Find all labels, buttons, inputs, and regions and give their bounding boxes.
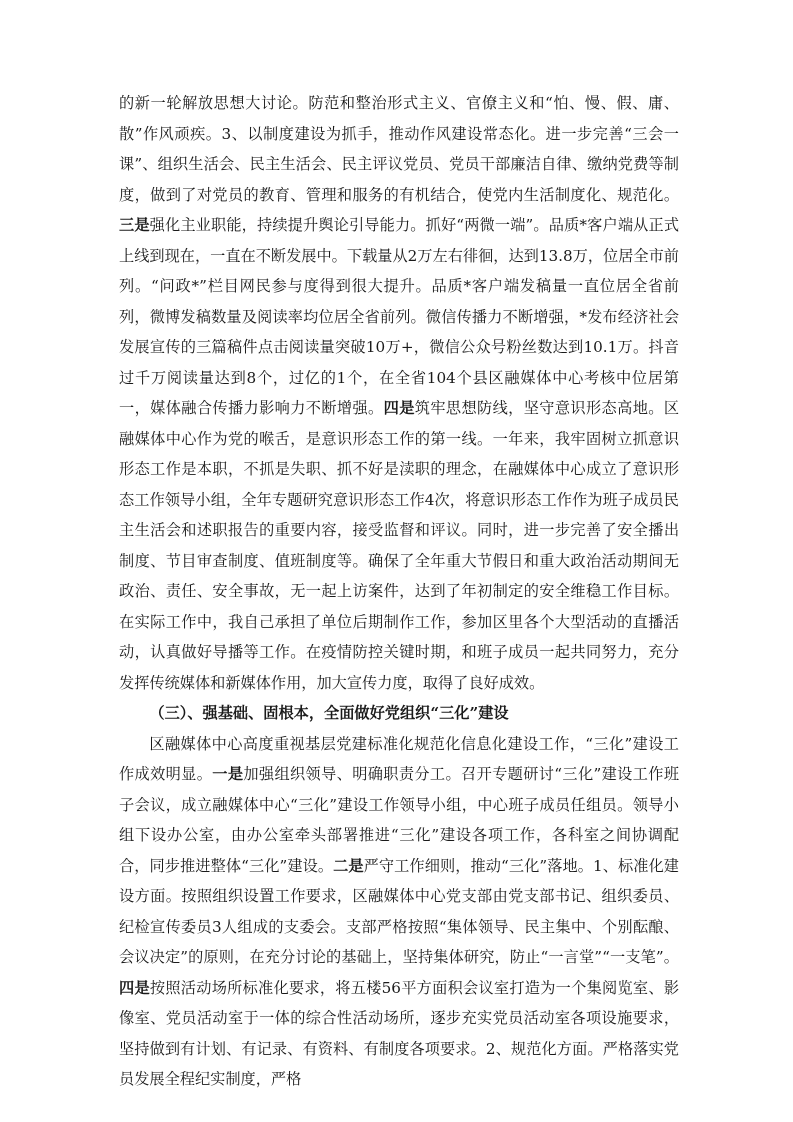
- text-run: 加强组织领导、明确职责分工。召开专题研讨“三化”建设工作班子会议，成立融媒体中心“三化”建设工作领导小组，中心班子成员任组员。领导小组下设办公室，由办公室牵头部署推进“三化”建设各项工作，各科室之间协调配合，同步推进整体“三化”建设。: [119, 765, 680, 875]
- section-heading: （三）、强基础、固根本，全面做好党组织“三化”建设: [149, 704, 509, 722]
- text-run: 按照活动场所标准化要求，将五楼56平方面积会议室打造为一个集阅览室、影像室、党员活动室于一体的综合性活动场所，逐步充实党员活动室各项设施要求，坚持做到有计划、有记录、有资料、有制度各项要求。2、规范化方面。严格落实党员发展全程纪实制度，严格: [119, 978, 680, 1088]
- emphasis-marker: 一是: [212, 765, 244, 783]
- emphasis-marker: 二是: [333, 856, 364, 875]
- body-paragraph-2: [119, 729, 679, 1095]
- emphasis-marker: 四是: [383, 399, 415, 417]
- emphasis-marker: 三是: [119, 216, 150, 234]
- text-run: 严守工作细则，推动“三化”落地。1、标准化建设方面。按照组织设置工作要求，区融媒体中心党支部由党支部书记、组织委员、纪检宣传委员3人组成的支委会。支部严格按照“集体领导、民主集中、个别酝酿、会议决定”的原则，在充分讨论的基础上，坚持集体研究，防止“一言堂”“一支笔”。: [119, 856, 679, 966]
- emphasis-marker: 四是: [119, 978, 150, 997]
- text-run: 强化主业职能，持续提升舆论引导能力。抓好“两微一端”。品质*客户端从正式上线到现在，一直在不断发展中。下载量从2万左右徘徊，达到13.8万，位居全市前列。“问政*”栏目网民参与度得到很大提升。品质*客户端发稿量一直位居全省前列，微博发稿数量及阅读率均位居全省前列。微信传播力不断增强，*发布经济社会发展宣传的三篇稿件点击阅读量突破10万+，微信公众号粉丝数达到10.1万。抖音过千万阅读量达到8个，过亿的1个，在全省104个县区融媒体中心考核中位居第一，媒体融合传播力影响力不断增强。: [119, 216, 680, 417]
- text-run: 的新一轮解放思想大讨论。防范和整治形式主义、官僚主义和“怕、慢、假、庸、散”作风顽疾。3、以制度建设为抓手，推动作风建设常态化。进一步完善“三会一课”、组织生活会、民主生活会、民主评议党员、党员干部廉洁自律、缴纳党费等制度，做到了对党员的教育、管理和服务的有机结合，使党内生活制度化、规范化。: [119, 94, 679, 204]
- text-run: 区融媒体中心高度重视基层党建标准化规范化信息化建设工作，“三化”建设工作成效明显。: [119, 734, 679, 783]
- document-page: [119, 88, 679, 1095]
- body-paragraph-1: [119, 88, 679, 698]
- text-run: 筑牢思想防线，坚守意识形态高地。区融媒体中心作为党的喉舌，是意识形态工作的第一线。一年来，我牢固树立抓意识形态工作是本职，不抓是失职、抓不好是渎职的理念，在融媒体中心成立了意识形态工作领导小组，全年专题研究意识形态工作4次，将意识形态工作作为班子成员民主生活会和述职报告的重要内容，接受监督和评议。同时，进一步完善了安全播出制度、节目审查制度、值班制度等。确保了全年重大节假日和重大政治活动期间无政治、责任、安全事故，无一起上访案件，达到了年初制定的安全维稳工作目标。在实际工作中，我自己承担了单位后期制作工作，参加区里各个大型活动的直播活动，认真做好导播等工作。在疫情防控关键时期，和班子成员一起共同努力，充分发挥传统媒体和新媒体作用，加大宣传力度，取得了良好成效。: [119, 399, 680, 692]
